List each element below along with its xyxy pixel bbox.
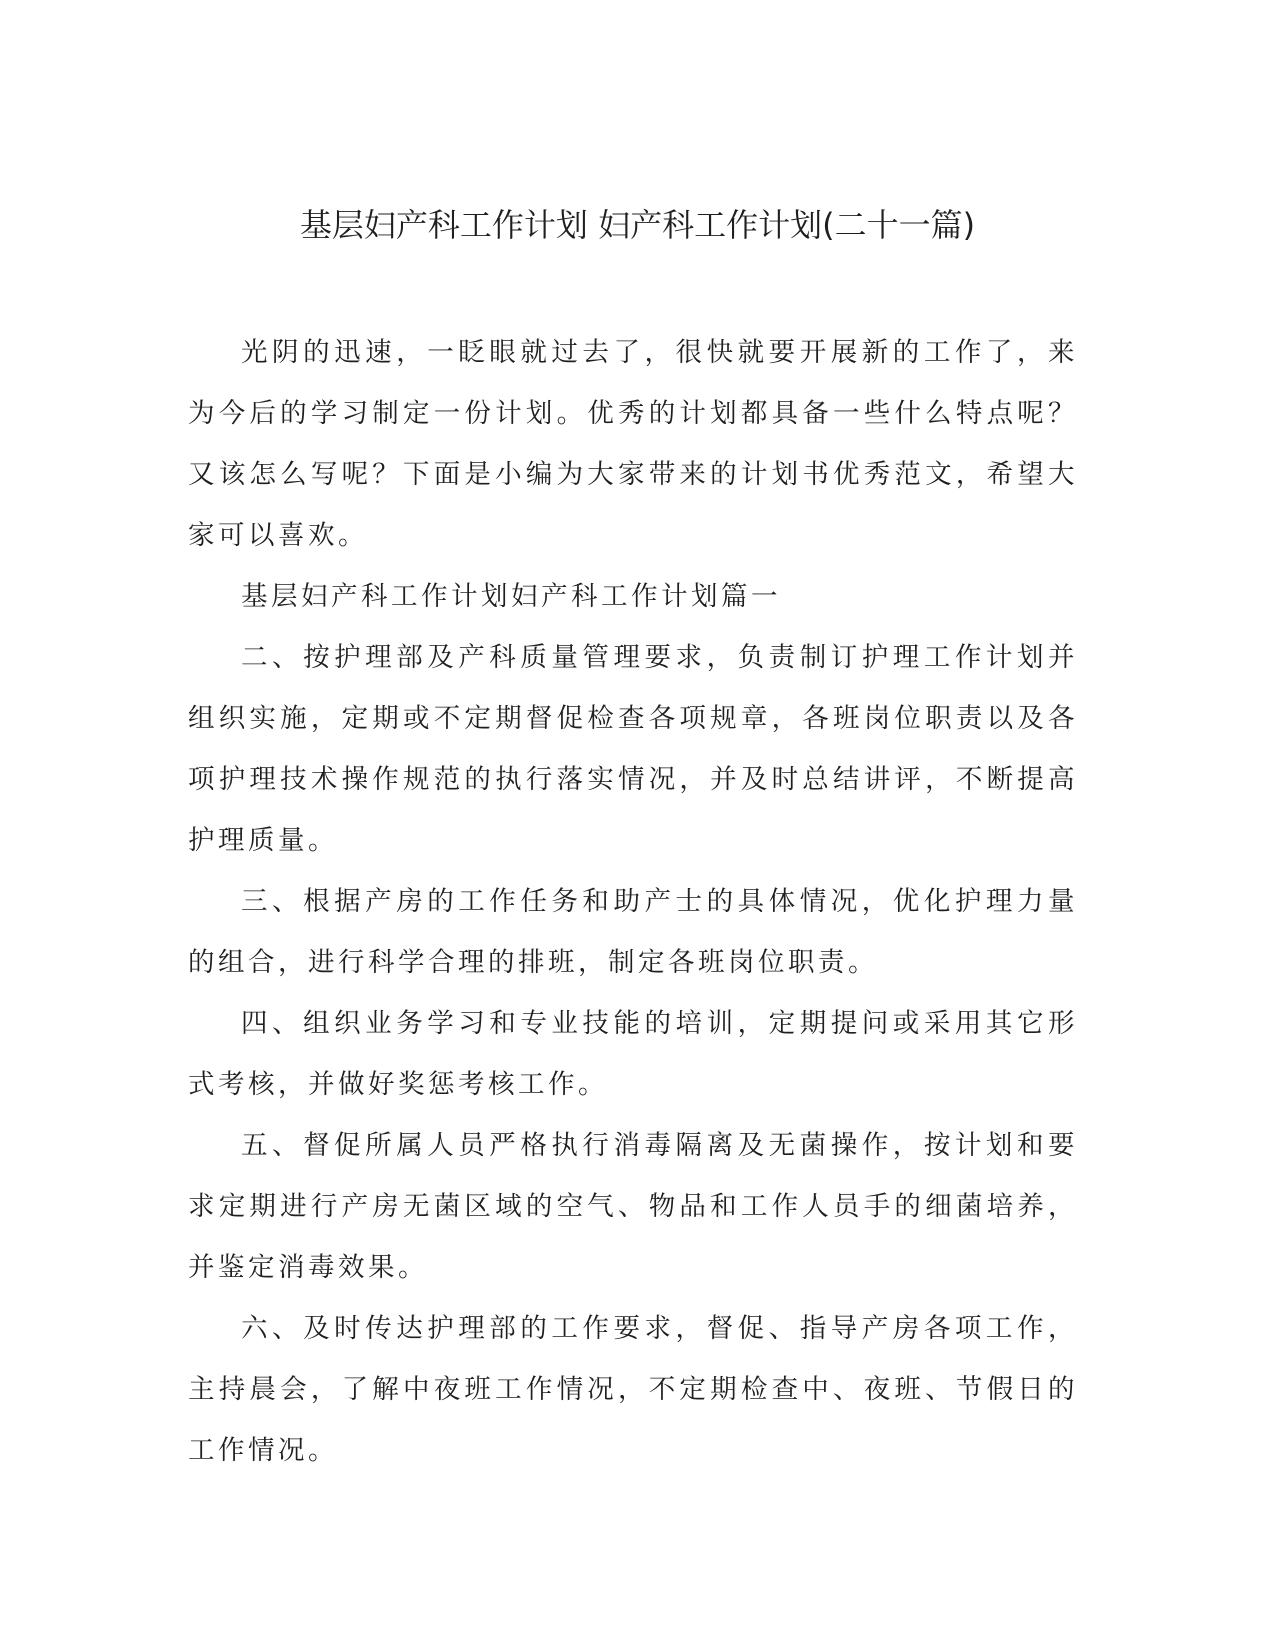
document-title: 基层妇产科工作计划 妇产科工作计划(二十一篇): [299, 206, 976, 244]
paragraph-intro: 光阴的迅速，一眨眼就过去了，很快就要开展新的工作了，来为今后的学习制定一份计划。优秀的计划都具备一些什么特点呢？又该怎么写呢？下面是小编为大家带来的计划书优秀范文，希望大家可以喜欢。: [188, 337, 1078, 551]
paragraph-item-2: 二、按护理部及产科质量管理要求，负责制订护理工作计划并组织实施，定期或不定期督促检查各项规章，各班岗位职责以及各项护理技术操作规范的执行落实情况，并及时总结讲评，不断提高护理质量。: [188, 642, 1078, 856]
paragraph-item-5: 五、督促所属人员严格执行消毒隔离及无菌操作，按计划和要求定期进行产房无菌区域的空气、物品和工作人员手的细菌培养，并鉴定消毒效果。: [188, 1130, 1078, 1283]
document-body: [188, 322, 1078, 1481]
paragraph-item-6: 六、及时传达护理部的工作要求，督促、指导产房各项工作，主持晨会，了解中夜班工作情况，不定期检查中、夜班、节假日的工作情况。: [188, 1313, 1078, 1466]
paragraph-item-3: 三、根据产房的工作任务和助产士的具体情况，优化护理力量的组合，进行科学合理的排班，制定各班岗位职责。: [188, 886, 1078, 978]
paragraph-item-4: 四、组织业务学习和专业技能的培训，定期提问或采用其它形式考核，并做好奖惩考核工作。: [188, 1008, 1078, 1100]
paragraph-section-heading: 基层妇产科工作计划妇产科工作计划篇一: [241, 581, 781, 612]
